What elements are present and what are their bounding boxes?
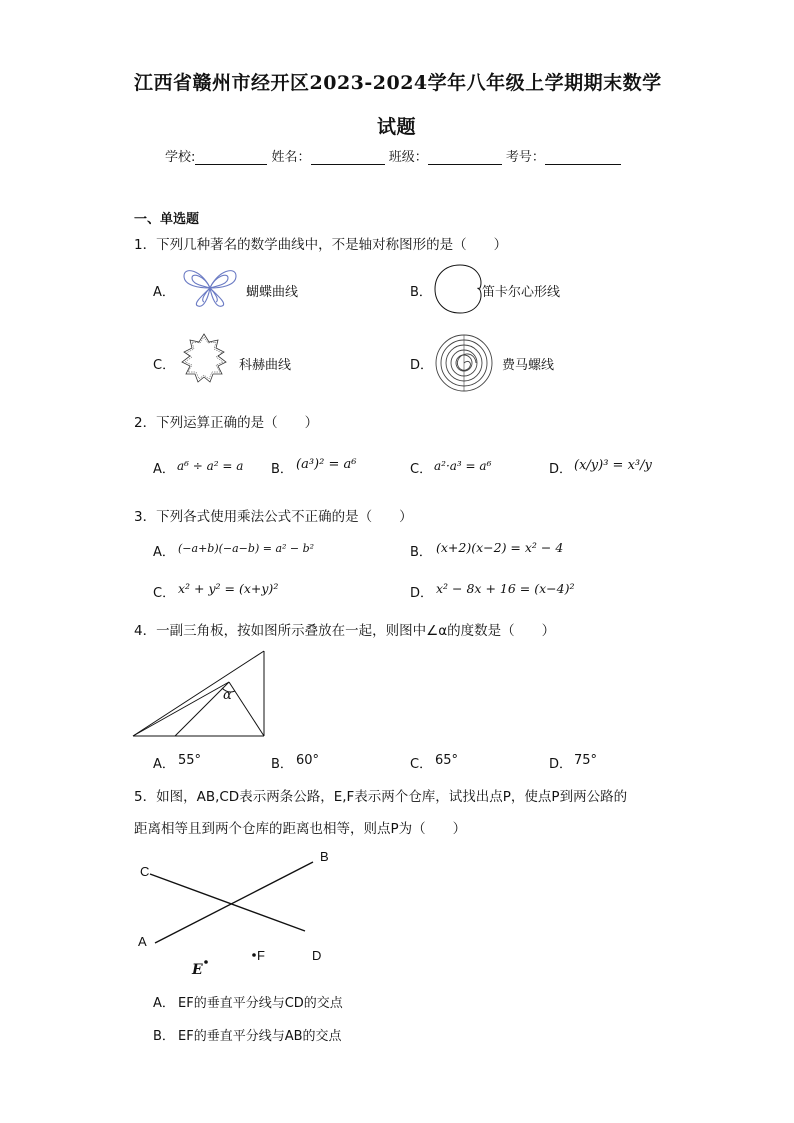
school-blank[interactable]	[195, 150, 267, 165]
q4-option-d-letter[interactable]: D．	[549, 757, 573, 772]
q3-option-c-expression: x² + y² = (x+y)²	[178, 581, 279, 596]
name-blank[interactable]	[311, 150, 385, 165]
class-blank[interactable]	[428, 150, 502, 165]
roads-warehouses-figure	[130, 845, 330, 965]
point-f-label: F	[257, 948, 265, 963]
q2-option-a-letter[interactable]: A．	[153, 462, 175, 477]
triangle-set-figure	[130, 648, 270, 740]
point-e-label: E	[192, 962, 203, 978]
q4-option-b-value: 60°	[296, 753, 320, 768]
q4-option-b-letter[interactable]: B．	[271, 757, 293, 772]
name-label: 姓名：	[271, 150, 311, 165]
q1-option-d-label: 费马螺线	[502, 358, 555, 373]
q4-option-d-value: 75°	[574, 753, 598, 768]
q2-option-c-letter[interactable]: C．	[410, 462, 433, 477]
exam-number-blank[interactable]	[545, 150, 621, 165]
q2-option-b-expression: (a³)² = a⁶	[296, 457, 357, 472]
q3-option-d-letter[interactable]: D．	[410, 586, 434, 601]
q5-option-a-letter[interactable]: A．	[153, 996, 175, 1011]
point-a-label: A	[138, 934, 147, 949]
q3-option-d-expression: x² − 8x + 16 = (x−4)²	[436, 581, 575, 596]
question-2-stem: 2．下列运算正确的是（ ）	[134, 415, 319, 431]
q5-option-a-text: EF的垂直平分线与CD的交点	[178, 996, 343, 1011]
q2-option-d-expression: (x/y)³ = x³/y	[574, 458, 652, 473]
q2-option-b-letter[interactable]: B．	[271, 462, 293, 477]
section-heading: 一、单选题	[134, 212, 200, 227]
question-5-stem-line-1: 5．如图，AB,CD表示两条公路，E,F表示两个仓库，试找出点P，使点P到两公路的	[134, 789, 628, 805]
butterfly-curve-icon	[180, 264, 240, 310]
q4-option-c-letter[interactable]: C．	[410, 757, 433, 772]
q1-option-a-label: 蝴蝶曲线	[246, 285, 299, 300]
q4-option-c-value: 65°	[435, 753, 459, 768]
q1-option-b-label: 笛卡尔心形线	[482, 285, 561, 300]
question-1-stem: 1．下列几种著名的数学曲线中，不是轴对称图形的是（ ）	[134, 237, 508, 253]
question-3-stem: 3．下列各式使用乘法公式不正确的是（ ）	[134, 509, 413, 525]
exam-number-label: 考号：	[505, 150, 545, 165]
q2-option-c-expression: a²·a³ = a⁶	[434, 459, 492, 473]
q3-option-c-letter[interactable]: C．	[153, 586, 176, 601]
student-info-row	[165, 146, 621, 165]
class-label: 班级：	[388, 150, 428, 165]
q3-option-a-expression: (−a+b)(−a−b) = a² − b²	[178, 542, 315, 555]
q3-option-b-letter[interactable]: B．	[410, 545, 432, 560]
school-label: 学校:	[165, 150, 196, 165]
question-5-stem-line-2: 距离相等且到两个仓库的距离也相等，则点P为（ ）	[134, 821, 467, 837]
q1-option-c-label: 科赫曲线	[239, 358, 292, 373]
q2-option-a-expression: a⁶ ÷ a² = a	[177, 459, 244, 473]
q2-option-d-letter[interactable]: D．	[549, 462, 573, 477]
q5-option-b-letter[interactable]: B．	[153, 1029, 175, 1044]
fermat-spiral-icon	[433, 332, 495, 394]
q5-option-b-text: EF的垂直平分线与AB的交点	[178, 1029, 342, 1044]
q4-option-a-letter[interactable]: A．	[153, 757, 175, 772]
q1-option-b-letter[interactable]: B．	[410, 285, 432, 300]
question-4-stem: 4．一副三角板，按如图所示叠放在一起，则图中∠α的度数是（ ）	[134, 623, 556, 639]
q3-option-b-expression: (x+2)(x−2) = x² − 4	[436, 540, 564, 555]
q1-option-c-letter[interactable]: C．	[153, 358, 176, 373]
page-title: 江西省赣州市经开区2023-2024学年八年级上学期期末数学	[134, 72, 662, 94]
q1-option-d-letter[interactable]: D．	[410, 358, 434, 373]
cardioid-curve-icon	[432, 261, 488, 317]
point-c-label: C	[140, 864, 150, 879]
q3-option-a-letter[interactable]: A．	[153, 545, 175, 560]
point-d-label: D	[312, 948, 322, 963]
page-title-continued: 试题	[377, 116, 417, 138]
q4-option-a-value: 55°	[178, 753, 202, 768]
alpha-angle-label: α	[223, 688, 232, 703]
point-b-label: B	[320, 849, 329, 864]
koch-snowflake-icon	[172, 330, 236, 390]
q1-option-a-letter[interactable]: A．	[153, 285, 175, 300]
